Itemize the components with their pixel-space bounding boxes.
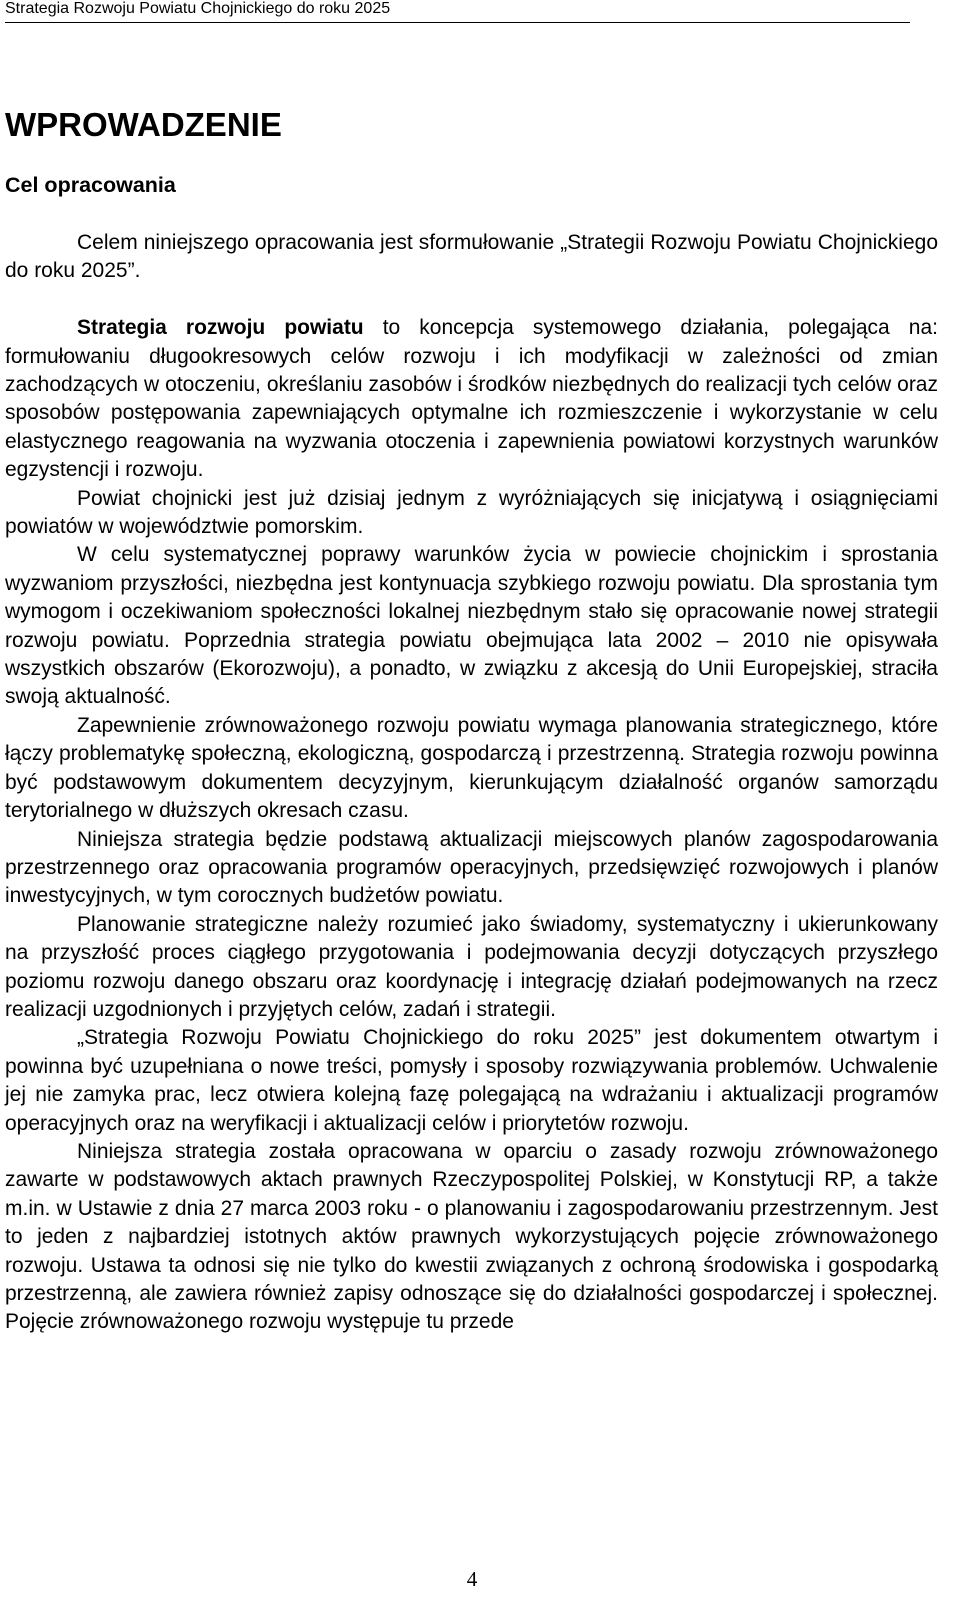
running-header: Strategia Rozwoju Powiatu Chojnickiego do roku 2025: [5, 0, 910, 23]
body-text: [5, 229, 938, 1337]
paragraph-development-need: W celu systematycznej poprawy warunków życia w powiecie chojnickim i sprostania wyzwaniom przyszłości, niezbędna jest kontynuacja szybkiego rozwoju powiatu. Dla sprostania tym wymogom i oczekiwaniom społeczności lokalnej niezbędnym stało się opracowanie nowej strategii rozwoju powiatu. Poprzednia strategia powiatu obejmująca lata 2002 – 2010 nie opisywała wszystkich obszarów (Ekorozwoju), a ponadto, w związku z akcesją do Unii Europejskiej, straciła swoją aktualność.: [5, 543, 938, 709]
chapter-title: WPROWADZENIE: [5, 106, 282, 143]
paragraph-strategic-planning: Planowanie strategiczne należy rozumieć jako świadomy, systematyczny i ukierunkowany na przyszłość proces ciągłego przygotowania i podejmowania decyzji dotyczących przyszłego poziomu rozwoju danego obszaru oraz koordynację i integrację działań podejmowanych na rzecz realizacji uzgodnionych i przyjętych celów, zadań i strategii.: [5, 912, 938, 1021]
paragraph-definition-text: to koncepcja systemowego działania, polegająca na: formułowaniu długookresowych celów rozwoju i ich modyfikacji w zależności od zmian zachodzących w otoczeniu, określaniu zasobów i środków niezbędnych do realizacji tych celów oraz sposobów postępowania zapewniających optymalne ich rozmieszczenie i wykorzystanie w celu elastycznego reagowania na wyzwania otoczenia i zapewnienia powiatowi korzystnych warunków egzystencji i rozwoju.: [5, 316, 938, 482]
paragraph-strategy-definition: [5, 314, 938, 484]
paragraph-legal-basis: Niniejsza strategia została opracowana w oparciu o zasady rozwoju zrównoważonego zawarte w podstawowych aktach prawnych Rzeczypospolitej Polskiej, w Konstytucji RP, a także m.in. w Ustawie z dnia 27 marca 2003 roku - o planowaniu i zagospodarowaniu przestrzennym. Jest to jeden z najbardziej istotnych aktów prawnych wykorzystujących pojęcie zrównoważonego rozwoju. Ustawa ta odnosi się nie tylko do kwestii związanych z ochroną środowiska i gospodarką przestrzenną, ale zawiera również zapisy odnoszące się do działalności gospodarczej i społecznej. Pojęcie zrównoważonego rozwoju występuje tu przede: [5, 1139, 938, 1334]
paragraph-county-position: Powiat chojnicki jest już dzisiaj jednym z wyróżniających się inicjatywą i osiągnięciami powiatów w województwie pomorskim.: [5, 486, 938, 539]
paragraph-open-document: „Strategia Rozwoju Powiatu Chojnickiego do roku 2025” jest dokumentem otwartym i powinna być uzupełniana o nowe treści, pomysły i sposoby rozwiązywania problemów. Uchwalenie jej nie zamyka prac, lecz otwiera kolejną fazę polegającą na wdrażaniu i aktualizacji programów operacyjnych oraz na weryfikacji i aktualizacji celów i priorytetów rozwoju.: [5, 1026, 938, 1135]
paragraph-strategy-basis: Niniejsza strategia będzie podstawą aktualizacji miejscowych planów zagospodarowania przestrzennego oraz opracowania programów operacyjnych, przedsięwzięć rozwojowych i planów inwestycyjnych, w tym corocznych budżetów powiatu.: [5, 827, 938, 908]
section-title: Cel opracowania: [5, 173, 176, 197]
page-number: 4: [466, 1567, 478, 1591]
paragraph-sustainable-planning: Zapewnienie zrównoważonego rozwoju powiatu wymaga planowania strategicznego, które łączy problematykę społeczną, ekologiczną, gospodarczą i przestrzenną. Strategia rozwoju powinna być podstawowym dokumentem decyzyjnym, kierunkującym działalność organów samorządu terytorialnego w dłuższych okresach czasu.: [5, 713, 938, 823]
paragraph-goal: Celem niniejszego opracowania jest sformułowanie „Strategii Rozwoju Powiatu Chojnickiego do roku 2025”.: [5, 231, 938, 283]
paragraph-lead-term: Strategia rozwoju powiatu: [77, 316, 364, 340]
